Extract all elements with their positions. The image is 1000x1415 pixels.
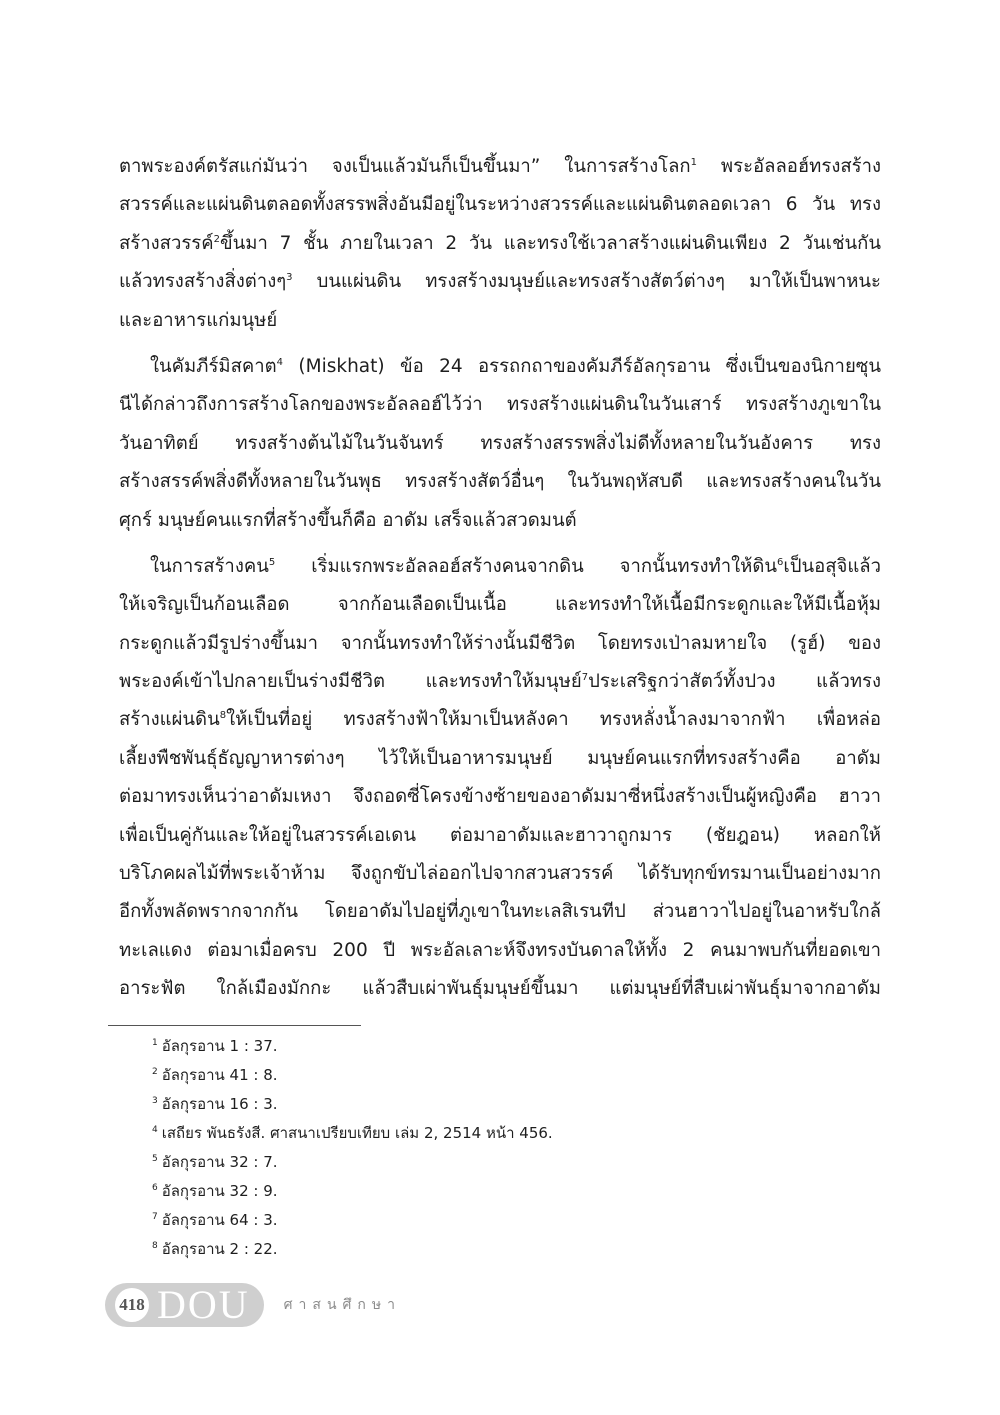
footnote-item: $^4$ เสถียร พันธรังสี. ศาสนาเปรียบเทียบ เล่ม 2, 2514 หน้า 456. [152, 1124, 553, 1142]
text-line: ทะเลแดง ต่อมาเมื่อครบ 200 ปี พระอัลเลาะห์จึงทรงบันดาลให้ทั้ง 2 คนมาพบกันที่ยอดเขา [119, 939, 881, 961]
footnote-item: $^2$ อัลกุรอาน 41 : 8. [152, 1066, 278, 1084]
text-line: แล้วทรงสร้างสิ่งต่างๆ$^3$ บนแผ่นดิน ทรงสร้างมนุษย์และทรงสร้างสัตว์ต่างๆ มาให้เป็นพาหนะ [119, 271, 881, 293]
footnote-ref[interactable]: 1 [690, 157, 697, 168]
footnote-number: 3 [152, 1096, 158, 1106]
text-line: อีกทั้งพลัดพรากจากกัน โดยอาดัมไปอยู่ที่ภูเขาในทะเลสิเรนทีป ส่วนฮาวาไปอยู่ในอาหรับใกล้ [119, 901, 881, 923]
text-line: ในคัมภีร์มิสคาต$^4$ (Miskhat) ข้อ 24 อรรถกถาของคัมภีร์อัลกุรอาน ซึ่งเป็นของนิกายซุน [150, 355, 881, 377]
text-line: ศุกร์ มนุษย์คนแรกที่สร้างขึ้นก็คือ อาดัม เสร็จแล้วสวดมนต์ [119, 509, 577, 531]
footnote-ref[interactable]: 2 [213, 233, 220, 245]
footnote-number: 8 [152, 1241, 158, 1251]
paragraph-gap [119, 540, 881, 548]
body-text [119, 148, 881, 1009]
footnote-item: $^6$ อัลกุรอาน 32 : 9. [152, 1182, 278, 1200]
dou-logo: DOU [157, 1282, 250, 1327]
footnote-ref[interactable]: 8 [219, 710, 227, 722]
footnote-ref[interactable]: 6 [777, 556, 784, 568]
text-line: เพื่อเป็นคู่กันและให้อยู่ในสวรรค์เอเดน ต่อมาอาดัมและฮาวาถูกมาร (ชัยฎอน) หลอกให้ [119, 824, 881, 846]
text-line: ตาพระองค์ตรัสแก่มันว่า จงเป็นแล้วมันก็เป็นขึ้นมา” ในการสร้างโลก$^1$ พระอัลลอฮ์ทรงสร้าง [119, 156, 882, 177]
footnotes [152, 1032, 872, 1264]
footnote-ref[interactable]: 5 [268, 556, 276, 568]
text-line: ในการสร้างคน$^5$ เริ่มแรกพระอัลลอฮ์สร้างคนจากดิน จากนั้นทรงทำให้ดิน$^6$เป็นอสุจิแล้ว [150, 555, 881, 577]
text-line: สร้างแผ่นดิน$^8$ให้เป็นที่อยู่ ทรงสร้างฟ้าให้มาเป็นหลังคา ทรงหลั่งน้ำลงมาจากฟ้า เพื่อหล่อ [119, 709, 881, 731]
footnote-ref[interactable]: 4 [276, 356, 284, 368]
text-line: พระองค์เข้าไปกลายเป็นร่างมีชีวิต และทรงทำให้มนุษย์$^7$ประเสริฐกว่าสัตว์ทั้งปวง แล้วทรง [119, 671, 881, 693]
footnote-number: 5 [152, 1154, 158, 1164]
paragraph-1 [119, 148, 881, 340]
text-line: วันอาทิตย์ ทรงสร้างต้นไม้ในวันจันทร์ ทรงสร้างสรรพสิ่งไม่ดีทั้งหลายในวันอังคาร ทรง [119, 432, 881, 454]
footnote-item: $^8$ อัลกุรอาน 2 : 22. [152, 1240, 278, 1258]
text-line: กระดูกแล้วมีรูปร่างขึ้นมา จากนั้นทรงทำให้ร่างนั้นมีชีวิต โดยทรงเป่าลมหายใจ (รูฮ์) ของ [119, 632, 881, 654]
text-line: สวรรค์และแผ่นดินตลอดทั้งสรรพสิ่งอันมีอยู่ในระหว่างสวรรค์และแผ่นดินตลอดเวลา 6 วัน ทรง [119, 194, 881, 216]
page-number: 418 [115, 1288, 149, 1322]
text-line: ต่อมาทรงเห็นว่าอาดัมเหงา จึงถอดซี่โครงข้างซ้ายของอาดัมมาซี่หนึ่งสร้างเป็นผู้หญิงคือ ฮาวา [119, 786, 881, 808]
paragraph-gap [119, 340, 881, 348]
footnote-item: $^1$ อัลกุรอาน 1 : 37. [152, 1037, 278, 1055]
text-line: สร้างสวรรค์$^2$ขึ้นมา 7 ชั้น ภายในเวลา 2 วัน และทรงใช้เวลาสร้างแผ่นดินเพียง 2 วันเช่นกัน [119, 232, 881, 254]
footnote-item: $^7$ อัลกุรอาน 64 : 3. [152, 1211, 278, 1229]
paragraph-2 [119, 348, 881, 540]
footnote-divider [108, 1025, 361, 1026]
footer-badge [105, 1283, 264, 1327]
footnote-number: 1 [152, 1038, 158, 1048]
journal-name: ศาสนศึกษา [283, 1297, 401, 1313]
text-line: เลี้ยงพืชพันธุ์ธัญญาหารต่างๆ ไว้ให้เป็นอาหารมนุษย์ มนุษย์คนแรกที่ทรงสร้างคือ อาดัม [119, 747, 881, 769]
text-line: สร้างสรรค์พสิ่งดีทั้งหลายในวันพุธ ทรงสร้างสัตว์อื่นๆ ในวันพฤหัสบดี และทรงสร้างคนในวัน [119, 471, 881, 493]
text-line: บริโภคผลไม้ที่พระเจ้าห้าม จึงถูกขับไล่ออกไปจากสวนสวรรค์ ได้รับทุกข์ทรมานเป็นอย่างมาก [119, 863, 881, 885]
footnote-number: 2 [152, 1067, 158, 1077]
footnote-number: 7 [152, 1212, 158, 1222]
footnote-item: $^3$ อัลกุรอาน 16 : 3. [152, 1095, 278, 1113]
footnote-number: 4 [152, 1125, 158, 1135]
footnote-item: $^5$ อัลกุรอาน 32 : 7. [152, 1153, 278, 1171]
text-line: ให้เจริญเป็นก้อนเลือด จากก้อนเลือดเป็นเนื้อ และทรงทำให้เนื้อมีกระดูกและให้มีเนื้อหุ้ม [119, 594, 881, 616]
footnote-ref[interactable]: 7 [581, 672, 589, 684]
paragraph-3 [119, 548, 881, 1009]
page-footer [105, 1283, 401, 1327]
text-line: อาระฟัต ใกล้เมืองมักกะ แล้วสืบเผ่าพันธุ์มนุษย์ขึ้นมา แต่มนุษย์ที่สืบเผ่าพันธุ์มาจากอาดัม [119, 978, 881, 1000]
text-line: นีได้กล่าวถึงการสร้างโลกของพระอัลลอฮ์ไว้ว่า ทรงสร้างแผ่นดินในวันเสาร์ ทรงสร้างภูเขาใน [119, 394, 881, 416]
text-line: และอาหารแก่มนุษย์ [119, 309, 278, 331]
footnote-number: 6 [152, 1183, 158, 1193]
footnote-ref[interactable]: 3 [286, 272, 293, 284]
